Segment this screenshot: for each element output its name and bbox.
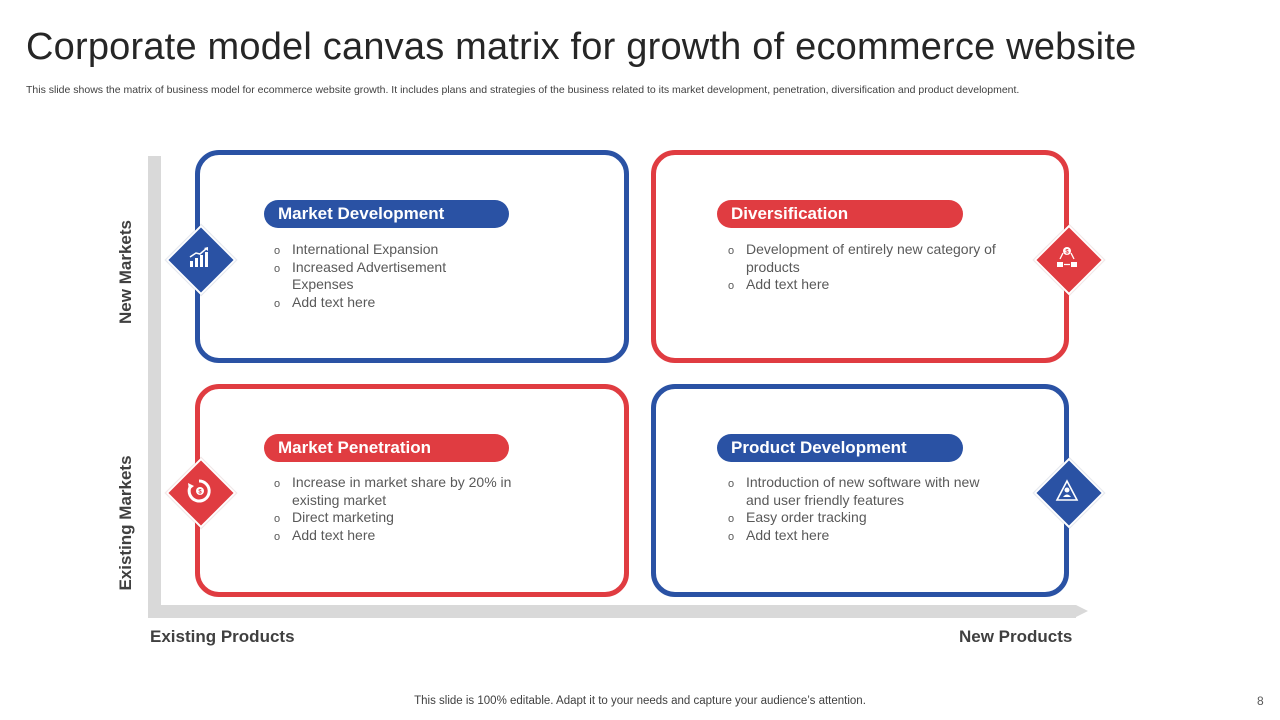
x-axis-label-existing-products: Existing Products: [150, 627, 295, 646]
x-axis-label-new-products: New Products: [959, 627, 1073, 646]
list-item: o Easy order tracking: [727, 509, 987, 527]
footer-note: This slide is 100% editable. Adapt it to your needs and capture your audience’s attention.: [414, 695, 866, 707]
product-user-icon: [1054, 478, 1080, 504]
growth-chart-icon: [186, 245, 212, 271]
x-axis: [148, 605, 1076, 618]
list-item: o Development of entirely new category of products: [727, 241, 1002, 276]
slide-subtitle: This slide shows the matrix of business model for ecommerce website growth. It includes plans and strategies of the business related to its market development, penetration, diversification and product development.: [26, 84, 1020, 96]
svg-text:$: $: [1065, 249, 1069, 256]
list-item: o Increased Advertisement Expenses: [273, 259, 473, 294]
page-number: 8: [1257, 694, 1264, 708]
list-item: o International Expansion: [273, 241, 473, 259]
list-item: o Introduction of new software with new and user friendly features: [727, 474, 987, 509]
diversification-list: [727, 241, 1002, 294]
list-item: o Add text here: [273, 294, 473, 312]
svg-text:$: $: [198, 489, 202, 496]
product-development-heading: Product Development: [717, 434, 963, 462]
market-penetration-heading: Market Penetration: [264, 434, 509, 462]
product-development-list: [727, 474, 987, 544]
market-penetration-list: [273, 474, 533, 544]
list-item: o Direct marketing: [273, 509, 533, 527]
slide-title: Corporate model canvas matrix for growth of ecommerce website: [26, 26, 1137, 68]
market-development-list: [273, 241, 473, 311]
list-item: o Add text here: [273, 527, 533, 545]
diversification-heading: Diversification: [717, 200, 963, 228]
list-item: o Increase in market share by 20% in existing market: [273, 474, 533, 509]
y-axis: [148, 156, 161, 618]
money-flow-icon: [1054, 245, 1080, 271]
list-item: o Add text here: [727, 276, 1002, 294]
y-axis-label-existing-markets: Existing Markets: [116, 455, 135, 591]
y-axis-label-new-markets: New Markets: [116, 220, 135, 324]
x-axis-arrowhead: [1076, 605, 1088, 617]
market-development-heading: Market Development: [264, 200, 509, 228]
cycle-money-icon: [186, 478, 212, 504]
list-item: o Add text here: [727, 527, 987, 545]
